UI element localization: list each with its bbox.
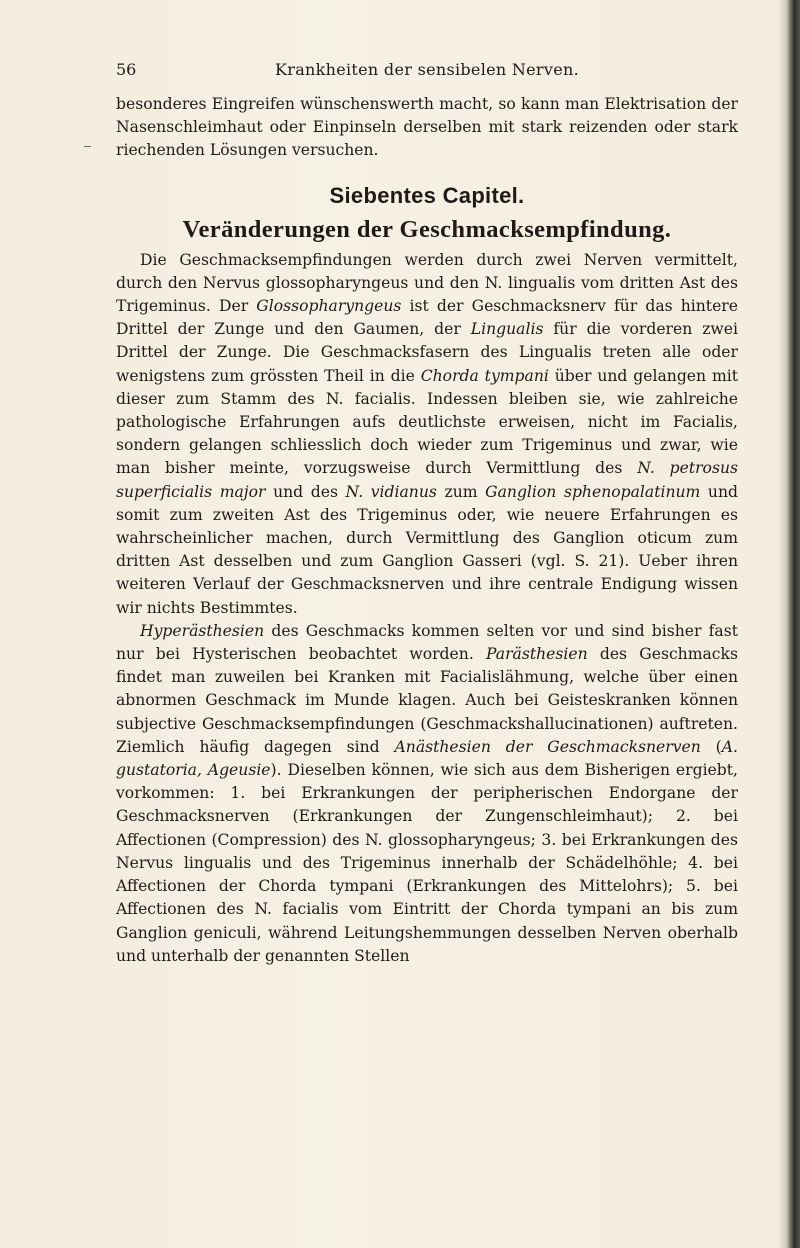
text-segment: ( [700,737,722,756]
text-segment: zum [436,482,486,501]
page-number: 56 [116,60,137,79]
paragraph-taste-nerves [116,249,738,620]
italic-term: Glossopharyngeus [256,297,402,316]
italic-term: A. gustatoria, Ageusie [116,737,738,780]
italic-term: Chorda tympani [420,366,549,385]
text-segment: und somit zum zweiten Ast des Trigeminus oder, wie neuere Erfahrungen es wahrscheinlicher machen, durch Vermittlung des Ganglion oticum zum dritten Ast desselben und zum Ganglion Gasseri (vgl. S. 21). Ueber ihren weiteren Verlauf der Geschmacksnerven und ihre centrale Endigung wissen wir nichts Bestimmtes. [116,482,738,617]
italic-term: N. vidianus [345,482,437,501]
margin-mark [84,146,91,147]
text-segment: ). Dieselben können, wie sich aus dem Bisherigen ergiebt, vorkommen: 1. bei Erkrankungen der peripherischen Endorgane der Geschmacksnerven (Erkrankungen der Zungenschleimhaut); 2. bei Affectionen (Compression) des N. glossopharyngeus; 3. bei Erkrankungen des Nervus lingualis und des Trigeminus innerhalb der Schädelhöhle; 4. bei Affectionen der Chorda tympani (Erkrankungen des Mittelohrs); 5. bei Affectionen des N. facialis vom Eintritt der Chorda tympani an bis zum Ganglion geniculi, während Leitungshemmungen desselben Nerven oberhalb und unterhalb der genannten Stellen [116,761,738,965]
chapter-subtitle: Veränderungen der Geschmacksempfindung. [182,215,672,243]
chapter-title: Siebentes Capitel. [329,182,525,208]
italic-term: Lingualis [470,320,544,339]
running-head: Krankheiten der sensibelen Nerven. [275,60,579,79]
page-edge-shadow [778,0,786,1248]
text-segment: und des [265,482,346,501]
text-segment: für die vorderen zwei Drittel der Zunge. Die Geschmacksfasern des Lingualis treten alle oder wenigstens zum grössten Theil in die [116,320,738,385]
page-header [116,60,738,84]
italic-term: Parästhesien [485,645,588,664]
italic-term: Hyperästhesien [140,621,265,640]
text-segment: Die Geschmacksempfindungen werden durch zwei Nerven vermittelt, durch den Nervus glossopharyngeus und den N. lingualis vom dritten Ast des Trigeminus. Der [116,250,738,316]
paragraph-disorders [116,620,738,968]
text-segment: des Geschmacks kommen selten vor und sind bisher fast nur bei Hysterischen beobachtet worden. [116,621,738,664]
intro-paragraph: besonderes Eingreifen wünschenswerth macht, so kann man Elektrisation der Nasenschleimhaut oder Einpinseln derselben mit stark reizenden oder stark riechenden Lösungen versuchen. [116,95,738,160]
text-segment: ist der Geschmacksnerv für das hintere Drittel der Zunge und den Gaumen, der [116,297,738,339]
text-segment: des Geschmacks findet man zuweilen bei Kranken mit Facialislähmung, welche über einen abnormen Geschmack im Munde klagen. Auch bei Geisteskranken können subjective Geschmacksempfindungen (Geschmackshallucinationen) auftreten. Ziemlich häufig dagegen sind [116,645,738,756]
italic-term: Ganglion sphenopalatinum [485,482,701,501]
italic-term: N. petrosus superficialis major [116,459,738,501]
italic-term: Anästhesien der Geschmacksnerven [394,737,701,756]
book-spine-edge [786,0,800,1248]
text-segment: über und gelangen mit dieser zum Stamm des N. facialis. Indessen bleiben sie, wie zahlreiche pathologische Erfahrungen aufs deutlichste erweisen, nicht im Facialis, sondern gelangen schliesslich doch wieder zum Trigeminus und zwar, wie man bisher meinte, vorzugsweise durch Vermittlung des [116,366,738,478]
body-text [116,93,738,968]
